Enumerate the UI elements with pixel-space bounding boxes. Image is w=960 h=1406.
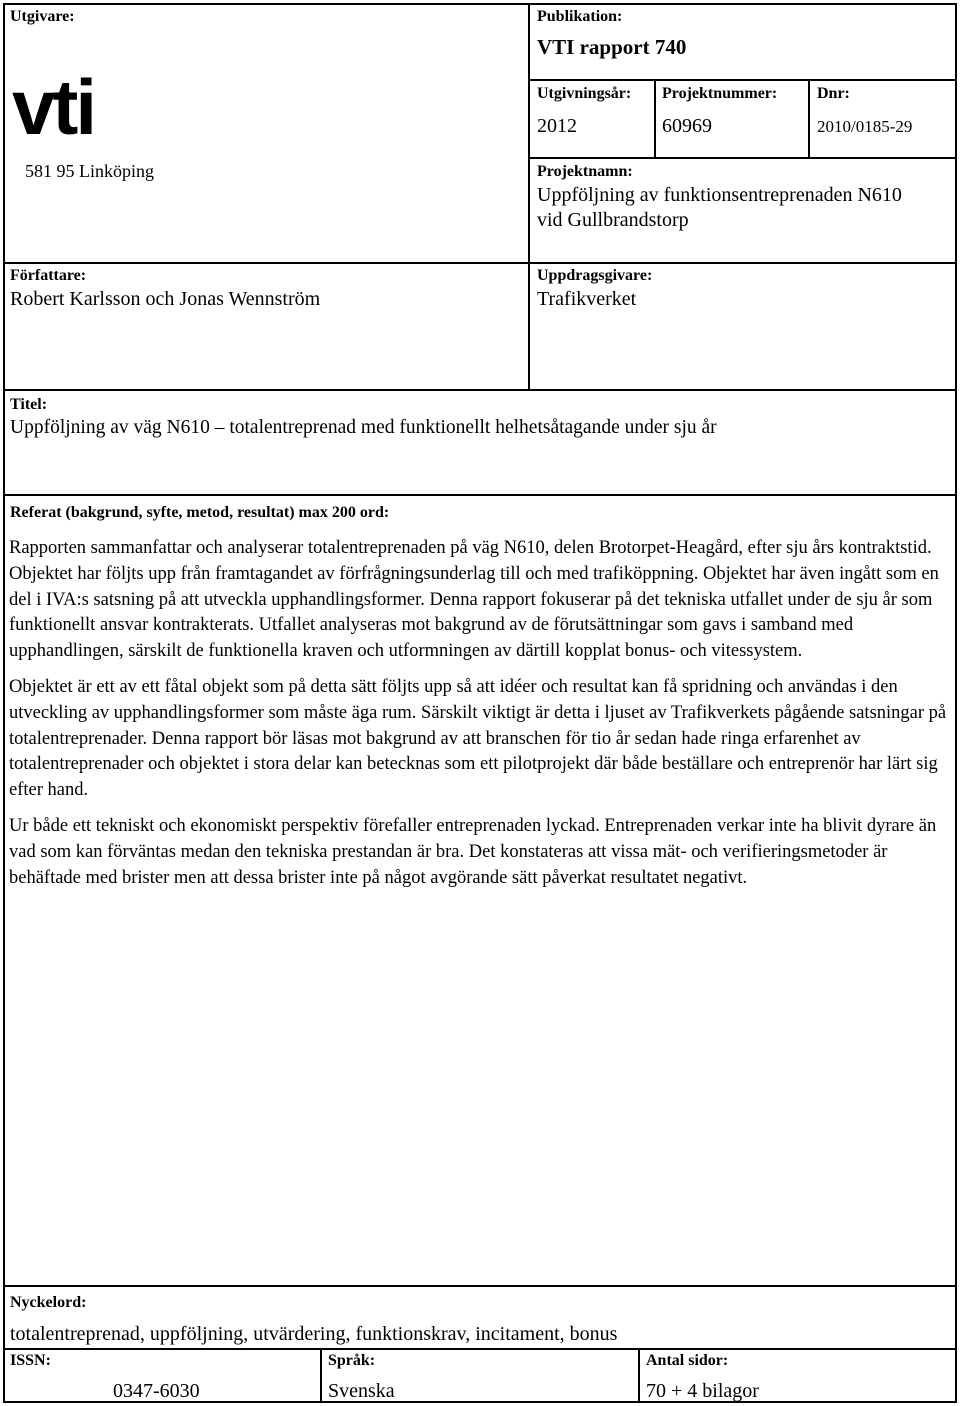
divider bbox=[528, 3, 530, 391]
title-value: Uppföljning av väg N610 – totalentreprenad med funktionellt helhetsåtagande under sju år bbox=[10, 417, 717, 438]
keywords-value: totalentreprenad, uppföljning, utvärdering, funktionskrav, incitament, bonus bbox=[10, 1323, 618, 1345]
divider bbox=[654, 79, 656, 158]
authors-value: Robert Karlsson och Jonas Wennström bbox=[10, 288, 321, 310]
publication-value: VTI rapport 740 bbox=[537, 35, 687, 59]
title-label: Titel: bbox=[10, 396, 48, 413]
abstract-body bbox=[9, 536, 949, 901]
divider bbox=[3, 389, 957, 391]
issn-value: 0347-6030 bbox=[113, 1380, 200, 1402]
vti-logo-text: vti bbox=[12, 63, 95, 151]
divider bbox=[638, 1348, 640, 1403]
project-number-value: 60969 bbox=[662, 115, 712, 137]
client-label: Uppdragsgivare: bbox=[537, 267, 653, 284]
publication-label: Publikation: bbox=[537, 8, 623, 25]
project-name-label: Projektnamn: bbox=[537, 163, 633, 180]
abstract-paragraph-3: Ur både ett tekniskt och ekonomiskt perspektiv förefaller entreprenaden lyckad. Entreprenaden verkar inte ha blivit dyrare än vad som kan förväntas medan den tekniska prestandan är bra. Det konstateras att vissa mät- och verifieringsmetoder är behäftade med brister men att dessa brister inte på något avgörande sätt påverkat resultatet negativt. bbox=[9, 815, 937, 888]
divider bbox=[3, 494, 957, 496]
project-name-line2: vid Gullbrandstorp bbox=[537, 209, 689, 231]
dnr-label: Dnr: bbox=[817, 85, 850, 102]
divider bbox=[320, 1348, 322, 1403]
language-label: Språk: bbox=[328, 1352, 376, 1369]
divider bbox=[3, 262, 957, 264]
divider bbox=[3, 1285, 957, 1287]
project-name-line1: Uppföljning av funktionsentreprenaden N610 bbox=[537, 184, 902, 206]
abstract-paragraph-1: Rapporten sammanfattar och analyserar totalentreprenaden på väg N610, delen Brotorpet-Heagård, efter sju års kontraktstid. Objektet har följts upp från framtagandet av förfrågningsunderlag till och med trafiköppning. Objektet har även ingått som en del i IVA:s satsning på att utveckla upphandlingsformer. Denna rapport fokuserar på det tekniska utfallet under de sju år som funktionellt ansvar kontrakterats. Utfallet analyseras mot bakgrund av de förutsättningar som gavs i samband med upphandlingen, särskilt de funktionella kraven och utformningen av därtill kopplat bonus- och vitessystem. bbox=[9, 538, 939, 662]
publisher-address: 581 95 Linköping bbox=[25, 161, 154, 181]
year-label: Utgivningsår: bbox=[537, 85, 632, 102]
divider bbox=[528, 79, 957, 81]
authors-label: Författare: bbox=[10, 267, 87, 284]
language-value: Svenska bbox=[328, 1380, 395, 1402]
publisher-label: Utgivare: bbox=[10, 8, 75, 25]
dnr-value: 2010/0185-29 bbox=[817, 117, 913, 136]
issn-label: ISSN: bbox=[10, 1352, 51, 1369]
year-value: 2012 bbox=[537, 115, 577, 137]
pages-value: 70 + 4 bilagor bbox=[646, 1380, 759, 1402]
vti-logo bbox=[12, 63, 95, 151]
keywords-label: Nyckelord: bbox=[10, 1294, 87, 1311]
divider bbox=[528, 157, 957, 159]
pages-label: Antal sidor: bbox=[646, 1352, 729, 1369]
divider bbox=[808, 79, 810, 158]
project-number-label: Projektnummer: bbox=[662, 85, 778, 102]
abstract-label: Referat (bakgrund, syfte, metod, resultat) max 200 ord: bbox=[10, 504, 390, 521]
divider bbox=[3, 1348, 957, 1350]
abstract-paragraph-2: Objektet är ett av ett fåtal objekt som på detta sätt följts upp så att idéer och resultat kan få spridning och användas i den utveckling av upphandlingsformer som måste äga rum. Särskilt viktigt är detta i ljuset av Trafikverkets pågående satsningar på totalentreprenader. Denna rapport bör läsas mot bakgrund av att branschen för tio år sedan hade ringa erfarenhet av totalentreprenader och objektet i stora delar kan betecknas som ett pilotprojekt där både beställare och entreprenör har lärt sig efter hand. bbox=[9, 676, 947, 801]
client-value: Trafikverket bbox=[537, 288, 637, 310]
